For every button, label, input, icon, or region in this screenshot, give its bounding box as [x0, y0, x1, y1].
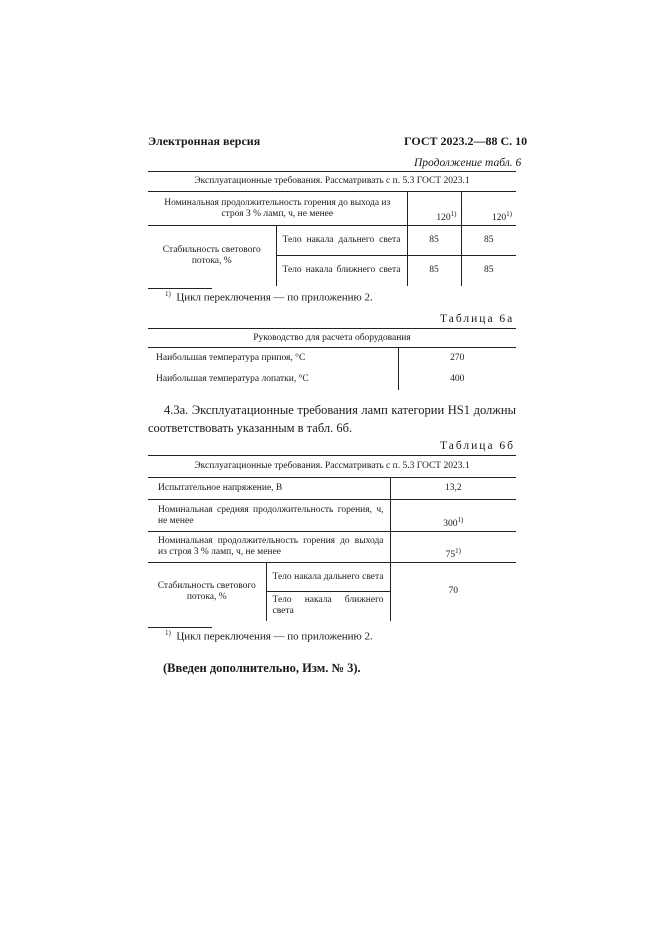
table-row: [148, 532, 516, 563]
table6-row1-label: Номинальная продолжительность горения до выхода из строя 3 % ламп, ч, не менее: [148, 192, 407, 226]
footnote1: $^{1)}$ Цикл переключения — по приложению 2.: [165, 290, 373, 304]
table6b-row1-label: Испытательное напряжение, В: [148, 478, 390, 500]
table6b-sub2: Тело накала ближнего света: [266, 592, 390, 621]
paragraph-4-3a: 4.3а. Эксплуатационные требования ламп категории HS1 должны соответствовать указанным в табл. 6б.: [148, 403, 516, 435]
table6b-title: Эксплуатационные требования. Рассматривать с п. 5.3 ГОСТ 2023.1: [194, 461, 470, 471]
table6-title: Эксплуатационные требования. Рассматривать с п. 5.3 ГОСТ 2023.1: [194, 176, 470, 186]
table-row: [148, 370, 516, 390]
table6b-row1-value: 13,2: [444, 483, 462, 493]
table-row: [148, 478, 516, 500]
table6-sub1: Тело накала дальнего света: [276, 226, 407, 256]
table6a-caption: Таблица 6а: [440, 313, 515, 325]
table6-continuation: Продолжение табл. 6: [414, 157, 522, 169]
table6-sub2-v1: 85: [407, 256, 461, 286]
table6b-row2-value: 300$^{1)}$: [443, 515, 464, 529]
table6b-row4-value: 70: [448, 586, 458, 597]
footnote2: $^{1)}$ Цикл переключения — по приложению 2.: [165, 629, 373, 643]
table6-row1-v2: 120$^{1)}$: [491, 209, 512, 223]
table-row: [148, 500, 516, 532]
table6b-sub1: Тело накала дальнего света: [266, 563, 390, 592]
table-row: [148, 348, 516, 370]
table-row: [148, 456, 516, 478]
table-row: [148, 226, 516, 256]
table6a-row1-value: 270: [450, 353, 465, 364]
table-row: [148, 329, 516, 348]
header-right: ГОСТ 2023.2—88 С. 10: [404, 134, 528, 148]
table6-sub1-v1: 85: [407, 226, 461, 256]
table6-row1-v1: 120$^{1)}$: [407, 192, 461, 226]
table6b: [148, 455, 516, 621]
table6-sub1-v2: 85: [461, 226, 516, 256]
footnote-divider: [148, 288, 212, 289]
table-row: [148, 192, 516, 226]
table6b-caption: Таблица 6б: [440, 440, 516, 452]
amendment-note: (Введен дополнительно, Изм. № 3).: [163, 661, 361, 675]
table6-row2-label: Стабильность светового потока, %: [148, 226, 276, 286]
table6a: [148, 328, 516, 390]
table6a-row2-label: Наибольшая температура лопатки, °С: [148, 370, 398, 390]
table6: [148, 171, 516, 286]
table-row: [148, 172, 516, 192]
table6b-row4-label: Стабильность светового потока, %: [148, 563, 266, 621]
table6b-row3-label: Номинальная продолжительность горения до выхода из строя 3 % ламп, ч, не менее: [148, 532, 390, 563]
table6b-row3-value: 75$^{1)}$: [445, 546, 461, 560]
table6-sub2-v2: 85: [484, 265, 494, 276]
table-row: [148, 563, 516, 592]
header-left: Электронная версия: [148, 134, 261, 148]
table6a-title: Руководство для расчета оборудования: [253, 332, 411, 343]
table6b-row2-label: Номинальная средняя продолжительность горения, ч, не менее: [148, 500, 390, 532]
footnote-divider: [148, 627, 212, 628]
table6a-row2-value: 400: [450, 374, 465, 384]
table6a-row1-label: Наибольшая температура припоя, °С: [148, 348, 398, 370]
table6-sub2: Тело накала ближнего света: [276, 256, 407, 286]
